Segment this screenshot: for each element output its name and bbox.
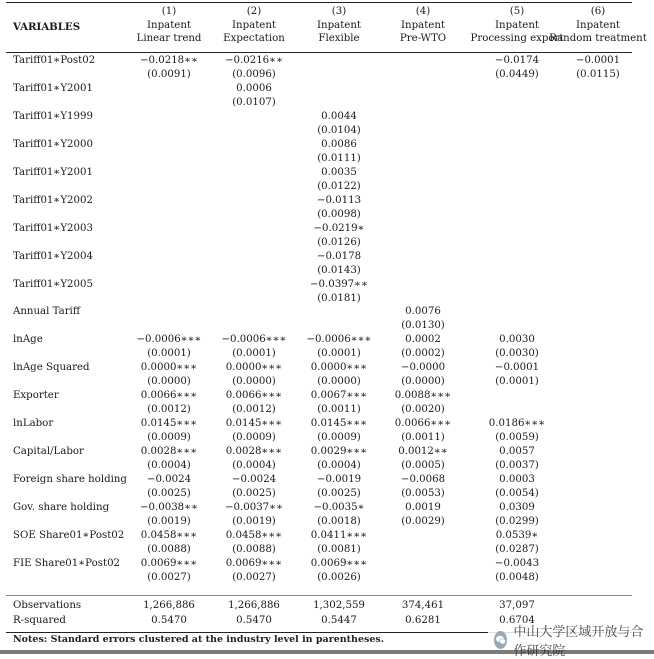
coefficient: −0.0397∗∗ (309, 279, 369, 290)
coefficient: −0.0001 (494, 362, 540, 373)
column-title: Inpatent (495, 19, 539, 31)
standard-error: (0.0004) (232, 460, 276, 471)
stat-value: 1,266,886 (143, 600, 195, 611)
coefficient: −0.0178 (316, 251, 362, 262)
standard-error: (0.0091) (147, 69, 191, 80)
coefficient: 0.0003 (499, 474, 535, 485)
row-label: Tariff01∗Y2002 (13, 195, 93, 206)
wechat-icon (494, 631, 507, 649)
coefficient: 0.0000∗∗∗ (310, 362, 368, 373)
coefficient: −0.0113 (316, 195, 362, 206)
column-number: (5) (509, 6, 525, 17)
standard-error: (0.0107) (232, 97, 276, 108)
coefficient: 0.0076 (405, 306, 441, 317)
coefficient: 0.0066∗∗∗ (394, 418, 452, 429)
coefficient: −0.0001 (575, 55, 621, 66)
row-label: Capital/Labor (13, 446, 84, 457)
standard-error: (0.0012) (147, 404, 191, 415)
coefficient: 0.0057 (499, 446, 535, 457)
stat-value: 0.6704 (499, 615, 535, 626)
standard-error: (0.0004) (317, 460, 361, 471)
coefficient: 0.0309 (499, 502, 535, 513)
table-footnote: Notes: Standard errors clustered at the industry level in parentheses. (13, 634, 385, 645)
standard-error: (0.0299) (495, 516, 539, 527)
standard-error: (0.0020) (401, 404, 445, 415)
table-stats-rule (6, 595, 632, 596)
coefficient: 0.0044 (321, 111, 357, 122)
standard-error: (0.0012) (232, 404, 276, 415)
row-label: lnLabor (13, 418, 54, 429)
coefficient: 0.0029∗∗∗ (310, 446, 368, 457)
standard-error: (0.0027) (147, 572, 191, 583)
row-label: Tariff01∗Y2005 (13, 279, 93, 290)
row-label: Annual Tariff (13, 306, 81, 317)
coefficient: −0.0006∗∗∗ (306, 334, 372, 345)
coefficient: 0.0030 (499, 334, 535, 345)
row-label: FIE Share01∗Post02 (13, 558, 121, 569)
column-title: Inpatent (147, 19, 191, 31)
standard-error: (0.0130) (401, 320, 445, 331)
standard-error: (0.0002) (401, 348, 445, 359)
standard-error: (0.0287) (495, 544, 539, 555)
coefficient: −0.0024 (231, 474, 277, 485)
coefficient: −0.0068 (400, 474, 446, 485)
column-title: Inpatent (317, 19, 361, 31)
crop-edge (0, 650, 654, 654)
coefficient: −0.0219∗ (313, 223, 365, 234)
standard-error: (0.0001) (495, 376, 539, 387)
standard-error: (0.0025) (147, 488, 191, 499)
standard-error: (0.0122) (317, 181, 361, 192)
coefficient: 0.0069∗∗∗ (140, 558, 198, 569)
column-number: (1) (161, 6, 177, 17)
standard-error: (0.0088) (232, 544, 276, 555)
row-label: lnAge Squared (13, 362, 90, 373)
stat-value: 37,097 (499, 600, 535, 611)
row-label: Tariff01∗Y1999 (13, 111, 93, 122)
standard-error: (0.0019) (147, 516, 191, 527)
coefficient: −0.0024 (146, 474, 192, 485)
standard-error: (0.0004) (147, 460, 191, 471)
standard-error: (0.0053) (401, 488, 445, 499)
column-subtitle: Linear trend (136, 33, 202, 44)
coefficient: 0.0000∗∗∗ (140, 362, 198, 373)
column-title: Inpatent (232, 19, 276, 31)
column-number: (4) (415, 6, 431, 17)
stat-label: Observations (13, 600, 82, 611)
coefficient: 0.0067∗∗∗ (310, 390, 368, 401)
stat-value: 0.5470 (151, 615, 187, 626)
standard-error: (0.0059) (495, 432, 539, 443)
column-subtitle: Pre-WTO (399, 33, 447, 44)
standard-error: (0.0143) (317, 265, 361, 276)
coefficient: 0.0411∗∗∗ (310, 530, 368, 541)
column-header (548, 5, 648, 46)
standard-error: (0.0005) (401, 460, 445, 471)
coefficient: 0.0035 (321, 167, 357, 178)
coefficient: −0.0174 (494, 55, 540, 66)
coefficient: 0.0028∗∗∗ (225, 446, 283, 457)
coefficient: −0.0019 (316, 474, 362, 485)
column-number: (3) (331, 6, 347, 17)
row-label: Foreign share holding (13, 474, 127, 485)
coefficient: −0.0218∗∗ (139, 55, 199, 66)
standard-error: (0.0027) (232, 572, 276, 583)
standard-error: (0.0011) (401, 432, 445, 443)
standard-error: (0.0115) (576, 69, 620, 80)
stat-value: 0.6281 (405, 615, 441, 626)
coefficient: 0.0019 (405, 502, 441, 513)
coefficient: 0.0186∗∗∗ (488, 418, 546, 429)
coefficient: 0.0458∗∗∗ (140, 530, 198, 541)
row-label: Tariff01∗Y2003 (13, 223, 93, 234)
coefficient: −0.0038∗∗ (139, 502, 199, 513)
standard-error: (0.0000) (401, 376, 445, 387)
row-label: Tariff01∗Y2001 (13, 167, 93, 178)
row-label: Tariff01∗Y2004 (13, 251, 93, 262)
standard-error: (0.0018) (317, 516, 361, 527)
standard-error: (0.0001) (232, 348, 276, 359)
coefficient: −0.0006∗∗∗ (136, 334, 202, 345)
row-label: Tariff01∗Y2001 (13, 83, 93, 94)
row-label: Tariff01∗Post02 (13, 55, 96, 66)
standard-error: (0.0029) (401, 516, 445, 527)
coefficient: 0.0002 (405, 334, 441, 345)
coefficient: −0.0035∗ (313, 502, 365, 513)
column-subtitle: Expectation (223, 33, 285, 44)
coefficient: 0.0088∗∗∗ (394, 390, 452, 401)
coefficient: 0.0145∗∗∗ (225, 418, 283, 429)
row-label: Tariff01∗Y2000 (13, 139, 93, 150)
standard-error: (0.0126) (317, 237, 361, 248)
standard-error: (0.0009) (232, 432, 276, 443)
standard-error: (0.0009) (147, 432, 191, 443)
standard-error: (0.0000) (232, 376, 276, 387)
column-subtitle: Flexible (318, 33, 360, 44)
column-header (373, 5, 473, 46)
coefficient: 0.0066∗∗∗ (225, 390, 283, 401)
coefficient: −0.0006∗∗∗ (221, 334, 287, 345)
standard-error: (0.0081) (317, 544, 361, 555)
coefficient: −0.0000 (400, 362, 446, 373)
standard-error: (0.0025) (317, 488, 361, 499)
coefficient: −0.0037∗∗ (224, 502, 284, 513)
column-subtitle: Random treatment (549, 33, 647, 44)
standard-error: (0.0054) (495, 488, 539, 499)
table-top-rule (6, 2, 632, 3)
column-number: (2) (246, 6, 262, 17)
coefficient: 0.0000∗∗∗ (225, 362, 283, 373)
coefficient: 0.0458∗∗∗ (225, 530, 283, 541)
row-label: lnAge (13, 334, 43, 345)
standard-error: (0.0009) (317, 432, 361, 443)
standard-error: (0.0037) (495, 460, 539, 471)
row-label: Exporter (13, 390, 59, 401)
column-title: Inpatent (576, 19, 620, 31)
column-title: Inpatent (401, 19, 445, 31)
standard-error: (0.0111) (317, 153, 361, 164)
stat-value: 0.5447 (321, 615, 357, 626)
row-label: SOE Share01∗Post02 (13, 530, 125, 541)
standard-error: (0.0088) (147, 544, 191, 555)
coefficient: 0.0145∗∗∗ (310, 418, 368, 429)
coefficient: 0.0069∗∗∗ (310, 558, 368, 569)
stat-label: R-squared (13, 615, 66, 626)
standard-error: (0.0026) (317, 572, 361, 583)
standard-error: (0.0030) (495, 348, 539, 359)
standard-error: (0.0048) (495, 572, 539, 583)
stat-value: 0.5470 (236, 615, 272, 626)
watermark (488, 625, 654, 652)
coefficient: 0.0086 (321, 139, 357, 150)
standard-error: (0.0001) (147, 348, 191, 359)
stat-value: 1,302,559 (313, 600, 365, 611)
coefficient: −0.0216∗∗ (224, 55, 284, 66)
standard-error: (0.0449) (495, 69, 539, 80)
standard-error: (0.0000) (317, 376, 361, 387)
standard-error: (0.0001) (317, 348, 361, 359)
standard-error: (0.0096) (232, 69, 276, 80)
table-header-rule (6, 52, 632, 53)
standard-error: (0.0025) (232, 488, 276, 499)
standard-error: (0.0011) (317, 404, 361, 415)
stat-value: 374,461 (401, 600, 445, 611)
coefficient: 0.0145∗∗∗ (140, 418, 198, 429)
column-number: (6) (590, 6, 606, 17)
row-label: Gov. share holding (13, 502, 110, 513)
stat-value: 1,266,886 (228, 600, 280, 611)
coefficient: −0.0043 (494, 558, 540, 569)
watermark-text: 中山大学区域开放与合 (513, 625, 644, 640)
coefficient: 0.0006 (236, 83, 272, 94)
coefficient: 0.0028∗∗∗ (140, 446, 198, 457)
coefficient: 0.0066∗∗∗ (140, 390, 198, 401)
standard-error: (0.0000) (147, 376, 191, 387)
coefficient: 0.0069∗∗∗ (225, 558, 283, 569)
standard-error: (0.0104) (317, 125, 361, 136)
standard-error: (0.0019) (232, 516, 276, 527)
column-subtitle: Processing export (470, 33, 564, 44)
variables-header: VARIABLES (13, 21, 81, 33)
coefficient: 0.0539∗ (495, 530, 539, 541)
standard-error: (0.0181) (317, 293, 361, 304)
coefficient: 0.0012∗∗ (398, 446, 448, 457)
standard-error: (0.0098) (317, 209, 361, 220)
